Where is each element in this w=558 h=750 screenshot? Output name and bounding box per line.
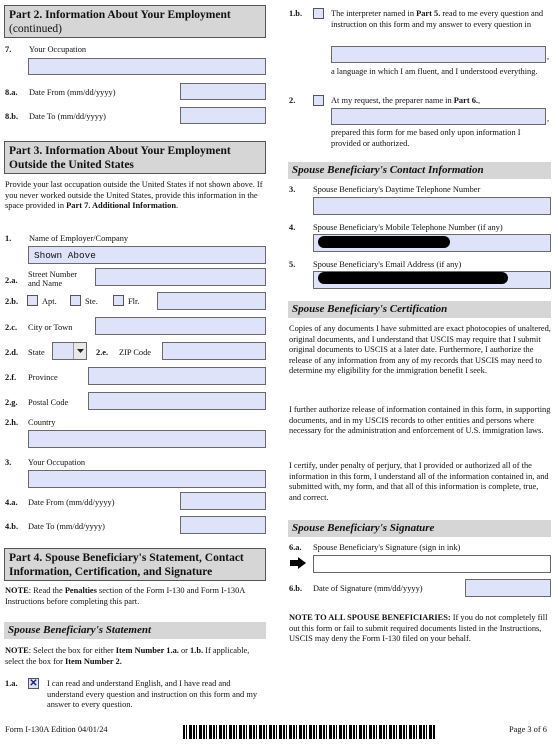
p3q2b-number: 2.b. (5, 297, 19, 306)
q1a-number: 1.a. (5, 679, 18, 688)
note-label: NOTE (5, 586, 29, 595)
q2-text1: At my request, the preparer name in (331, 96, 454, 105)
p3q2a-label (28, 270, 77, 288)
q1b-number: 1.b. (289, 9, 303, 18)
p3q4a-number: 4.a. (5, 498, 18, 507)
c5-number: 5. (289, 260, 296, 269)
foreign-date-to-field[interactable] (180, 516, 266, 534)
part4-title: Part 4. Spouse Beneficiary's Statement, Contact Information, Certification, and Signature (9, 552, 244, 579)
q7-label: Your Occupation (29, 45, 87, 54)
s6a-label: Spouse Beneficiary's Signature (sign in ink) (313, 543, 461, 552)
part3-intro-bold: Part 7. Additional Information (66, 201, 176, 210)
q7-number: 7. (5, 45, 12, 54)
cert-paragraph-2: I further authorize release of information contained in this form, in supporting documents, and in my USCIS records to other entities and persons where necessary for the administration and enforcement of U.S. immigration laws. (289, 405, 551, 435)
interpreter-checkbox[interactable] (313, 8, 324, 19)
preparer-checkbox[interactable] (313, 95, 324, 106)
p3q1-label: Name of Employer/Company (29, 234, 129, 243)
postal-code-field[interactable] (88, 392, 266, 410)
q2-after: prepared this form for me based only upon information I provided or authorized. (331, 128, 521, 148)
p3q2f-number: 2.f. (5, 373, 17, 382)
p3q3-number: 3. (5, 458, 12, 467)
s6b-number: 6.b. (289, 584, 303, 593)
state-dropdown-button[interactable] (73, 343, 86, 359)
q2-bold: Part 6. (453, 96, 478, 105)
c3-label: Spouse Beneficiary's Daytime Telephone Number (313, 185, 481, 194)
apt-label: Apt. (42, 297, 57, 306)
language-field[interactable] (331, 46, 546, 63)
contact-header: Spouse Beneficiary's Contact Information (288, 162, 551, 179)
statement-note (5, 646, 267, 667)
flr-label: Flr. (128, 297, 140, 306)
p3q1-number: 1. (5, 234, 12, 243)
ste-checkbox[interactable] (70, 295, 81, 306)
footer-page-number: Page 3 of 6 (509, 725, 547, 734)
street-label-line1: Street Number (28, 270, 78, 279)
note-bold: Penalties (64, 586, 97, 595)
q1b-text1: The interpreter named in (331, 9, 417, 18)
p3q4b-number: 4.b. (5, 522, 19, 531)
signature-field[interactable] (313, 555, 551, 573)
note2-text2: or (178, 646, 191, 655)
q1b-after: a language in which I am fluent, and I understood everything. (331, 67, 538, 76)
street-field[interactable] (95, 268, 266, 286)
foreign-occupation-field[interactable] (28, 470, 266, 488)
chevron-down-icon (74, 343, 87, 359)
q1b-text (331, 9, 550, 30)
date-to-field[interactable] (180, 107, 266, 124)
q1a-text: I can read and understand English, and I have read and understand every question and instruction on this form and my answer to every question. (47, 679, 258, 709)
statement-header: Spouse Beneficiary's Statement (4, 622, 266, 639)
signature-date-field[interactable] (465, 579, 551, 597)
note2-bold1: Item Number 1.a. (115, 646, 179, 655)
city-field[interactable] (95, 317, 266, 335)
q8a-number: 8.a. (5, 88, 18, 97)
apt-checkbox[interactable] (27, 295, 38, 306)
cert-paragraph-1: Copies of any documents I have submitted are exact photocopies of unaltered, original documents, and I understand that USCIS may require that I submit original documents to USCIS at a later date. Furthermore, I authorize the release of any information from any of my records that USCIS may need to determine my eligibility for the immigration benefit I seek. (289, 324, 551, 375)
note2-bold2: 1.b. (190, 646, 204, 655)
ste-label: Ste. (85, 297, 98, 306)
note-text2: section of the Form I-130 and Form I-130A Instructions before completing this part. (5, 586, 245, 606)
p3q2f-label: Province (28, 373, 58, 382)
flr-checkbox[interactable] (113, 295, 124, 306)
p3q2d-label: State (28, 348, 45, 357)
footer-form-edition: Form I-130A Edition 04/01/24 (5, 725, 108, 734)
s6b-label: Date of Signature (mm/dd/yyyy) (313, 584, 423, 593)
redaction-bar (318, 236, 450, 248)
redaction-bar (318, 272, 508, 284)
cert-paragraph-3: I certify, under penalty of perjury, that I provided or authorized all of the information in this form, I understand all of the information contained in, and submitted with, my form, and that all of this information is complete, true, and correct. (289, 461, 549, 502)
daytime-phone-field[interactable] (313, 197, 551, 215)
p3q2h-label: Country (28, 418, 56, 427)
p3q2a-number: 2.a. (5, 276, 18, 285)
date-from-field[interactable] (180, 83, 266, 100)
signature-header: Spouse Beneficiary's Signature (288, 520, 551, 537)
p3q2d-number: 2.d. (5, 348, 19, 357)
q8b-label: Date To (mm/dd/yyyy) (29, 112, 106, 121)
part3-title: Part 3. Information About Your Employment Outside the United States (9, 145, 231, 172)
note2-text3: If applicable, select the box for (5, 646, 250, 666)
p3q2c-label: City or Town (28, 323, 73, 332)
c5-label: Spouse Beneficiary's Email Address (if any) (313, 260, 462, 269)
q8b-number: 8.b. (5, 112, 19, 121)
p3q2e-label: ZIP Code (119, 348, 152, 357)
employer-name-field[interactable]: Shown Above (28, 246, 266, 264)
q2-number: 2. (289, 96, 296, 105)
c4-label: Spouse Beneficiary's Mobile Telephone Number (if any) (313, 223, 503, 232)
foreign-date-from-field[interactable] (180, 492, 266, 510)
part3-header (4, 141, 266, 174)
country-field[interactable] (28, 430, 266, 448)
zip-code-field[interactable] (162, 342, 266, 360)
q2-text2: , (477, 96, 481, 105)
final-note-text: If you do not completely fill out this form or fail to submit required documents listed in the Instructions, USCIS may deny the Form I-130 filed on your behalf. (289, 613, 548, 643)
barcode (183, 725, 436, 739)
q1b-bold: Part 5. (416, 9, 441, 18)
preparer-name-field[interactable] (331, 108, 546, 125)
english-checkbox[interactable]: ✕ (29, 678, 38, 689)
p3q2g-label: Postal Code (28, 398, 69, 407)
final-note-bold: NOTE TO ALL SPOUSE BENEFICIARIES: (289, 613, 451, 622)
arrow-right-icon (289, 556, 307, 570)
part4-header (4, 548, 266, 581)
part4-note (5, 586, 267, 607)
part3-intro-text: Provide your last occupation outside the United States if not shown above. If you never worked outside the United States, provide this information in the space provided in (5, 180, 263, 210)
part3-intro-end: . (175, 201, 179, 210)
part3-intro (5, 180, 267, 212)
c3-number: 3. (289, 185, 296, 194)
certification-header: Spouse Beneficiary's Certification (288, 301, 551, 318)
p3q3-label: Your Occupation (28, 458, 86, 467)
final-note (289, 613, 552, 645)
p3q2c-number: 2.c. (5, 323, 18, 332)
note2-label: NOTE (5, 646, 29, 655)
p3q4b-label: Date To (mm/dd/yyyy) (28, 522, 105, 531)
q2-text (331, 96, 550, 107)
preparer-comma: , (547, 114, 550, 123)
note2-text1: : Select the box for either (28, 646, 116, 655)
unit-number-field[interactable] (157, 292, 266, 310)
q1b-text2: read to me every question and instruction on this form and my answer to every question in (331, 9, 544, 29)
note2-bold3: Item Number 2. (65, 656, 122, 666)
part2-header (4, 5, 266, 38)
q8a-label: Date From (mm/dd/yyyy) (29, 88, 116, 97)
p3q4a-label: Date From (mm/dd/yyyy) (28, 498, 115, 507)
p3q2e-number: 2.e. (96, 348, 109, 357)
province-field[interactable] (88, 367, 266, 385)
language-comma: , (547, 52, 550, 61)
part2-title: Part 2. Information About Your Employment (9, 9, 231, 21)
c4-number: 4. (289, 223, 296, 232)
p3q2g-number: 2.g. (5, 398, 18, 407)
street-label-line2: and Name (28, 279, 63, 289)
p3q2h-number: 2.h. (5, 418, 19, 427)
s6a-number: 6.a. (289, 543, 302, 552)
occupation-field[interactable] (28, 58, 266, 75)
note-text1: : Read the (28, 586, 65, 595)
part2-subtitle: (continued) (9, 23, 63, 36)
